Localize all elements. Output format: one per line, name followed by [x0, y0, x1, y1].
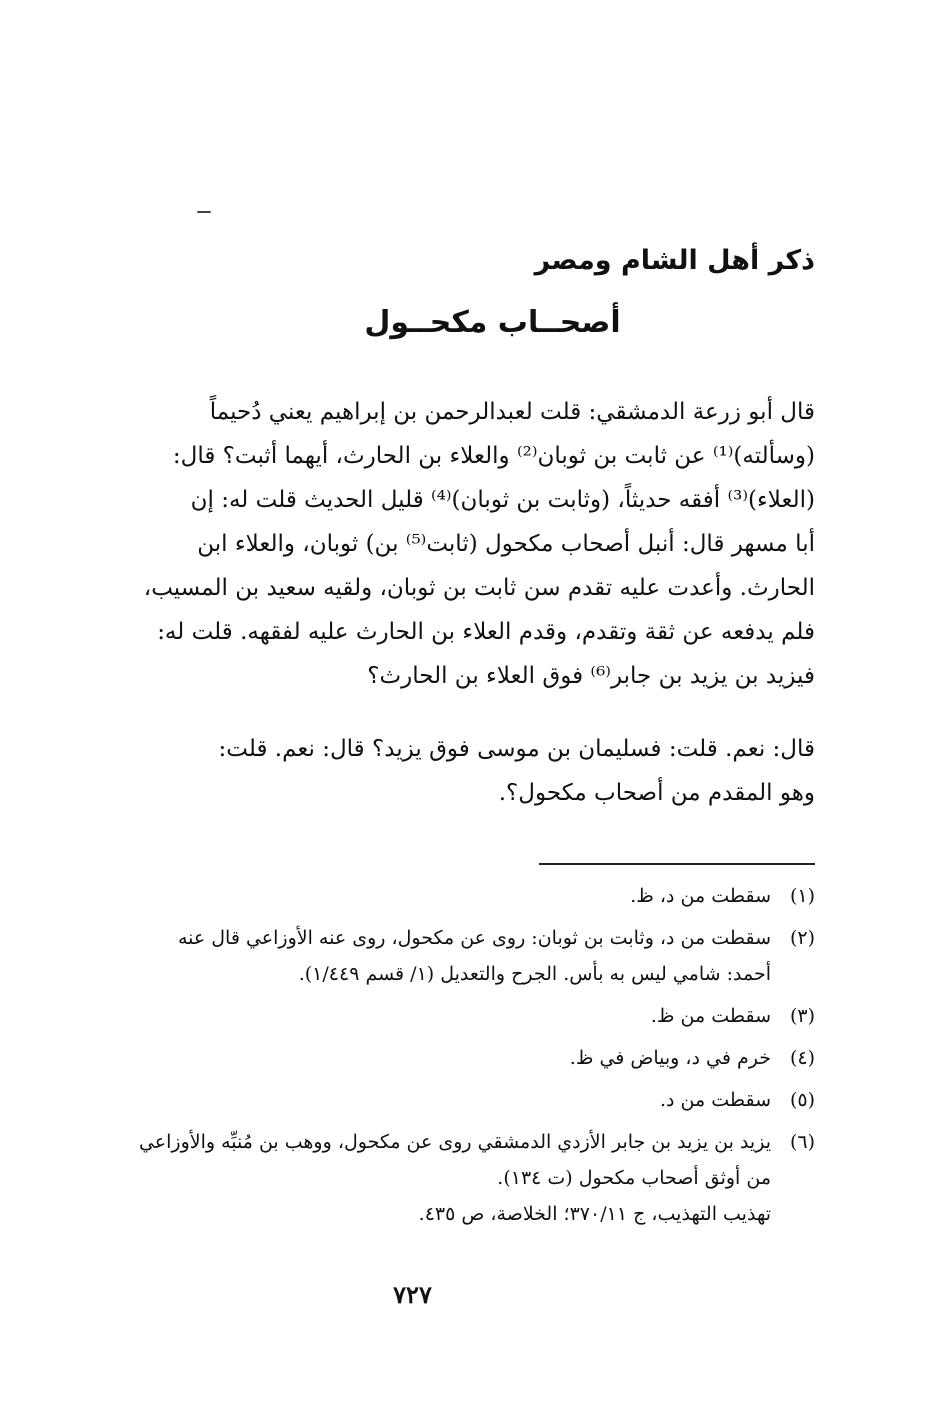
- footnote-number: (٥): [789, 1089, 815, 1111]
- text-line: أبا مسهر قال: أنبل أصحاب مكحول (ثابت⁽⁵⁾ بن) ثوبان، والعلاء ابن: [197, 531, 815, 557]
- paragraph-1: [125, 390, 815, 698]
- footnote-2: [115, 920, 815, 992]
- footnote-6: [115, 1124, 815, 1232]
- section-heading: ذكر أهل الشام ومصر: [534, 245, 815, 276]
- text-line: فلم يدفعه عن ثقة وتقدم، وقدم العلاء بن الحارث عليه لفقهه. قلت له:: [157, 619, 815, 645]
- footnote-number: (٢): [789, 927, 815, 949]
- footnote-line: سقطت من د.: [660, 1089, 771, 1111]
- footnote-3: [115, 998, 815, 1034]
- text-line: الحارث. وأعدت عليه تقدم سن ثابت بن ثوبان، ولقيه سعيد بن المسيب،: [143, 575, 815, 601]
- page-number: ٧٢٧: [393, 1280, 432, 1309]
- footnote-line: تهذيب التهذيب، ج ٣٧٠/١١؛ الخلاصة، ص ٤٣٥.: [418, 1203, 771, 1225]
- text-line: قال أبو زرعة الدمشقي: قلت لعبدالرحمن بن إبراهيم يعني دُحيماً: [209, 399, 815, 425]
- footnote-number: (٣): [789, 1005, 815, 1027]
- footnote-line: من أوثق أصحاب مكحول (ت ١٣٤).: [497, 1167, 771, 1189]
- text-line: (العلاء)⁽³⁾ أفقه حديثاً، (وثابت بن ثوبان)⁽⁴⁾ قليل الحديث قلت له: إن: [190, 487, 815, 513]
- footnote-1: [115, 878, 815, 914]
- footnotes: [115, 878, 815, 1232]
- text-line: قال: نعم. قلت: فسليمان بن موسى فوق يزيد؟ قال: نعم. قلت:: [218, 736, 815, 762]
- text-line: (وسألته)⁽¹⁾ عن ثابت بن ثوبان⁽²⁾ والعلاء بن الحارث، أيهما أثبت؟ قال:: [172, 443, 815, 469]
- footnote-number: (٤): [789, 1047, 815, 1069]
- footnote-line: يزيد بن يزيد بن جابر الأزدي الدمشقي روى عن مكحول، ووهب بن مُنبِّه والأوزاعي: [138, 1131, 771, 1153]
- footnote-line: سقطت من ظ.: [650, 1005, 771, 1027]
- footnote-number: (١): [789, 885, 815, 907]
- footnote-line: سقطت من د، ظ.: [630, 885, 771, 907]
- text-line: وهو المقدم من أصحاب مكحول؟.: [498, 780, 815, 806]
- chapter-title: أصحــاب مكحــول: [364, 305, 621, 340]
- footnote-line: خرم في د، وبياض في ظ.: [569, 1047, 771, 1069]
- footnote-number: (٦): [789, 1131, 815, 1153]
- scan-speck: [197, 211, 211, 213]
- text-line: فيزيد بن يزيد بن جابر⁽⁶⁾ فوق العلاء بن الحارث؟: [367, 663, 815, 689]
- paragraph-2: [125, 727, 815, 815]
- footnote-5: [115, 1082, 815, 1118]
- footnote-line: أحمد: شامي ليس به بأس. الجرح والتعديل (١/ قسم ١/٤٤٩).: [298, 963, 771, 985]
- footnote-4: [115, 1040, 815, 1076]
- footnote-line: سقطت من د، وثابت بن ثوبان: روى عن مكحول، روى عنه الأوزاعي قال عنه: [177, 927, 771, 949]
- footnote-separator: [539, 863, 815, 865]
